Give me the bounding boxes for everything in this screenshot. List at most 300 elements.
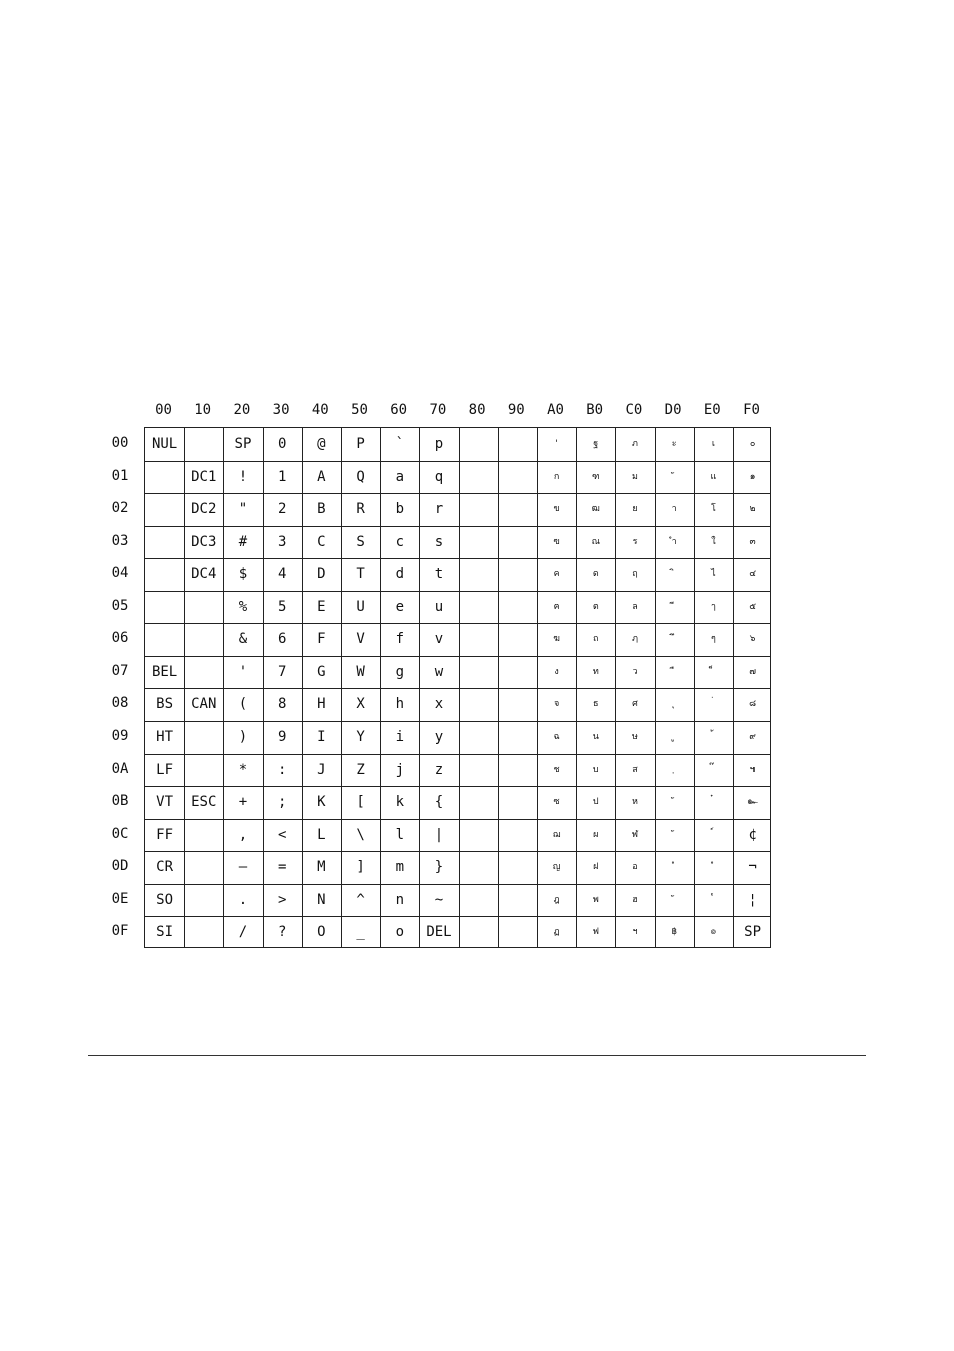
table-cell <box>498 819 537 851</box>
table-cell: ¦ <box>748 891 757 908</box>
table-cell: เ <box>711 439 715 449</box>
table-cell <box>184 851 223 883</box>
table-cell: a <box>395 468 404 485</box>
table-cell: i <box>395 729 404 746</box>
table-cell <box>459 526 498 558</box>
table-cell <box>655 591 694 623</box>
table-cell: \ <box>356 826 365 843</box>
column-header: D0 <box>664 402 682 418</box>
table-cell: p <box>434 436 444 452</box>
grid-row-line <box>145 623 770 624</box>
table-cell <box>694 721 733 753</box>
table-cell: K <box>317 794 326 811</box>
grid-row-line <box>145 916 770 917</box>
table-cell: : <box>277 761 287 778</box>
table-cell: ช <box>553 764 560 775</box>
column-header: 10 <box>194 402 212 418</box>
table-cell: FF <box>156 826 174 843</box>
table-cell: r <box>434 501 444 518</box>
table-cell: BEL <box>151 663 178 680</box>
table-cell: ๙ <box>749 732 756 743</box>
table-cell: ¢ <box>748 826 757 843</box>
table-cell: ท <box>592 666 599 677</box>
table-cell: ม <box>632 471 638 482</box>
table-cell: ฤ <box>632 569 638 580</box>
table-cell: — <box>238 859 248 876</box>
column-header: F0 <box>743 402 760 418</box>
table-cell: ซ <box>553 797 560 808</box>
table-cell <box>459 558 498 590</box>
table-cell: ' <box>238 663 248 680</box>
table-cell: SP <box>744 924 762 941</box>
table-cell: ] <box>356 859 365 876</box>
row-header: 01 <box>111 467 129 484</box>
table-cell: M <box>317 859 326 876</box>
table-cell: ฆ <box>553 634 560 645</box>
table-cell: $ <box>238 566 248 583</box>
grid-row-line <box>145 754 770 755</box>
grid-row-line <box>145 591 770 592</box>
table-cell: E <box>317 598 326 615</box>
table-cell: SO <box>156 891 174 908</box>
table-cell: ฐ <box>593 439 599 449</box>
table-cell: พ <box>592 894 599 905</box>
table-cell: D <box>317 566 326 583</box>
table-cell: J <box>317 761 326 778</box>
table-cell: k <box>395 794 404 811</box>
table-cell: จ <box>553 699 560 710</box>
column-header: 60 <box>390 402 408 418</box>
table-cell <box>184 819 223 851</box>
table-cell: m <box>395 859 404 876</box>
table-cell <box>655 558 694 590</box>
table-cell: B <box>317 501 326 518</box>
table-cell: ย <box>632 504 638 515</box>
row-header: 04 <box>111 565 129 582</box>
table-cell: ผ <box>593 829 599 840</box>
table-cell: ถ <box>593 634 599 645</box>
table-cell: o <box>395 924 404 941</box>
table-cell: } <box>434 859 444 876</box>
table-cell: ฮ <box>632 894 638 905</box>
table-cell: ป <box>592 797 599 808</box>
table-cell <box>498 428 537 460</box>
table-cell: / <box>238 924 248 941</box>
row-header: 09 <box>111 728 129 745</box>
row-header: 02 <box>111 500 129 517</box>
table-cell <box>655 819 694 851</box>
column-header: 80 <box>468 402 486 418</box>
table-cell: ! <box>238 468 248 485</box>
table-cell: @ <box>317 436 326 452</box>
footer-rule <box>88 1055 866 1056</box>
table-cell: H <box>317 696 326 713</box>
table-cell <box>498 884 537 916</box>
column-header: 20 <box>233 402 251 418</box>
grid-row-line <box>145 461 770 462</box>
character-code-table <box>144 427 771 948</box>
table-cell <box>498 591 537 623</box>
table-cell: Z <box>356 761 365 778</box>
table-cell <box>459 591 498 623</box>
table-cell: 1 <box>277 468 287 485</box>
table-cell: ฝ <box>593 862 599 873</box>
row-header: 07 <box>111 662 129 679</box>
table-cell <box>145 591 184 623</box>
table-cell: t <box>434 566 444 583</box>
table-cell <box>655 461 694 493</box>
table-cell: A <box>317 468 326 485</box>
table-cell <box>184 428 223 460</box>
table-cell: ๗ <box>749 666 756 677</box>
table-cell: CAN <box>191 696 217 713</box>
column-header: 30 <box>272 402 290 418</box>
table-cell: ฑ <box>592 471 600 482</box>
table-cell: VT <box>156 794 174 811</box>
table-cell: Q <box>356 468 365 485</box>
table-cell: ๒ <box>749 504 756 515</box>
table-cell: 7 <box>277 663 287 680</box>
row-header: 08 <box>111 695 129 712</box>
table-cell: ง <box>554 666 559 677</box>
table-cell: S <box>356 533 365 550</box>
column-header: 90 <box>507 402 525 418</box>
grid-row-line <box>145 493 770 494</box>
table-cell: ๘ <box>749 699 757 710</box>
table-cell <box>184 754 223 786</box>
table-cell: 5 <box>277 598 287 615</box>
table-cell: X <box>356 696 365 713</box>
table-cell <box>694 819 733 851</box>
row-header: 0D <box>111 858 129 875</box>
grid-row-line <box>145 819 770 820</box>
table-cell: ฿ <box>671 927 677 938</box>
table-cell <box>655 754 694 786</box>
table-cell: ใ <box>711 536 716 547</box>
table-cell: SP <box>234 436 252 452</box>
table-cell: % <box>238 598 248 615</box>
table-cell: NUL <box>151 436 178 452</box>
table-cell: g <box>395 663 404 680</box>
table-cell <box>459 493 498 525</box>
table-cell: ' <box>553 439 560 449</box>
table-cell <box>498 493 537 525</box>
table-cell: c <box>395 533 404 550</box>
table-cell: > <box>277 891 287 908</box>
table-cell: & <box>238 631 248 648</box>
table-cell <box>145 623 184 655</box>
table-cell: ำ <box>671 536 677 547</box>
row-header: 05 <box>111 597 129 614</box>
table-cell: I <box>317 729 326 746</box>
table-cell: 2 <box>277 501 287 518</box>
table-cell <box>498 786 537 818</box>
table-cell: ๅ <box>711 601 716 612</box>
table-cell <box>498 916 537 948</box>
table-cell: n <box>395 891 404 908</box>
table-cell <box>694 754 733 786</box>
table-cell: F <box>317 631 326 648</box>
table-cell: BS <box>156 696 174 713</box>
row-header: 0B <box>111 793 129 810</box>
table-cell <box>498 623 537 655</box>
table-cell: บ <box>592 764 599 775</box>
table-cell: Y <box>356 729 365 746</box>
table-cell: O <box>317 924 326 941</box>
table-cell: ธ <box>593 699 599 710</box>
table-cell: ะ <box>671 439 677 449</box>
table-cell: W <box>356 663 365 680</box>
table-cell: ล <box>632 601 638 612</box>
table-cell: SI <box>156 924 174 941</box>
table-cell: T <box>356 566 365 583</box>
table-cell: s <box>434 533 444 550</box>
table-cell: # <box>238 533 248 550</box>
table-cell: ฌ <box>552 829 561 840</box>
table-cell: ฅ <box>553 601 560 612</box>
table-cell: ๆ <box>710 634 716 645</box>
table-cell: ค <box>553 569 560 580</box>
table-cell <box>498 656 537 688</box>
table-cell <box>694 688 733 720</box>
table-cell: ๐ <box>749 439 756 449</box>
table-cell: l <box>395 826 404 843</box>
table-cell <box>184 916 223 948</box>
table-cell: ๕ <box>749 601 756 612</box>
table-cell <box>459 656 498 688</box>
table-cell: ` <box>395 436 404 452</box>
table-cell: ฉ <box>553 732 560 743</box>
table-cell: CR <box>156 859 174 876</box>
table-cell <box>498 721 537 753</box>
table-cell: DC4 <box>191 566 217 583</box>
table-cell: ญ <box>552 862 561 873</box>
table-cell: DC2 <box>191 501 217 518</box>
table-cell: ภ <box>632 439 638 449</box>
table-cell: e <box>395 598 404 615</box>
grid-row-line <box>145 851 770 852</box>
table-cell <box>184 591 223 623</box>
table-cell: 6 <box>277 631 287 648</box>
table-cell: ฬ <box>631 829 639 840</box>
table-cell: โ <box>710 504 716 515</box>
table-cell <box>184 656 223 688</box>
grid-row-line <box>145 526 770 527</box>
row-header: 0E <box>111 890 129 907</box>
table-cell <box>655 721 694 753</box>
table-cell: 4 <box>277 566 287 583</box>
table-cell: , <box>238 826 248 843</box>
table-cell <box>694 884 733 916</box>
table-cell: ศ <box>632 699 638 710</box>
table-cell <box>459 819 498 851</box>
table-cell: ด <box>592 569 599 580</box>
table-cell: v <box>434 631 444 648</box>
table-cell <box>498 851 537 883</box>
table-cell: ไ <box>711 569 716 580</box>
table-cell: = <box>277 859 287 876</box>
table-cell: ส <box>632 764 638 775</box>
table-cell: . <box>238 891 248 908</box>
table-cell: ๑ <box>749 471 756 482</box>
table-cell <box>459 428 498 460</box>
table-cell <box>655 656 694 688</box>
grid-row-line <box>145 786 770 787</box>
table-cell: ฎ <box>553 894 560 905</box>
table-cell: N <box>317 891 326 908</box>
table-cell <box>184 884 223 916</box>
table-cell: ฯ <box>632 927 638 938</box>
table-cell: HT <box>156 729 174 746</box>
table-cell: u <box>434 598 444 615</box>
grid-row-line <box>145 558 770 559</box>
table-cell: ๔ <box>749 569 756 580</box>
column-header: E0 <box>703 402 721 418</box>
table-cell: DC3 <box>191 533 217 550</box>
table-cell: j <box>395 761 404 778</box>
table-cell <box>145 461 184 493</box>
table-cell <box>459 461 498 493</box>
table-cell <box>459 786 498 818</box>
table-cell: อ <box>632 862 638 873</box>
table-cell <box>498 754 537 786</box>
table-cell: ~ <box>434 891 444 908</box>
row-header: 00 <box>111 435 129 451</box>
table-cell: ESC <box>191 794 217 811</box>
table-cell: R <box>356 501 365 518</box>
table-cell: h <box>395 696 404 713</box>
row-header: 0A <box>111 760 129 777</box>
table-cell <box>694 851 733 883</box>
table-cell: ฃ <box>553 536 560 547</box>
table-cell <box>655 688 694 720</box>
table-cell <box>459 623 498 655</box>
table-cell: ฏ <box>553 927 560 938</box>
table-cell: 3 <box>277 533 287 550</box>
table-cell: 8 <box>277 696 287 713</box>
table-cell: z <box>434 761 444 778</box>
table-cell: ว <box>632 666 638 677</box>
table-cell: 0 <box>277 436 287 452</box>
table-cell <box>459 721 498 753</box>
table-cell: q <box>434 468 444 485</box>
table-cell: แ <box>710 471 717 482</box>
table-cell <box>459 884 498 916</box>
table-cell: < <box>277 826 287 843</box>
table-cell: ร <box>632 536 638 547</box>
grid-row-line <box>145 688 770 689</box>
table-cell: ณ <box>591 536 600 547</box>
table-cell: [ <box>356 794 365 811</box>
column-header: 70 <box>429 402 447 418</box>
table-cell: _ <box>356 924 365 941</box>
table-cell: G <box>317 663 326 680</box>
table-cell: 9 <box>277 729 287 746</box>
table-cell <box>655 786 694 818</box>
column-header: 00 <box>155 402 172 418</box>
table-cell: ๖ <box>749 634 756 645</box>
table-cell: w <box>434 663 444 680</box>
row-header: 06 <box>111 630 129 647</box>
table-cell: { <box>434 794 444 811</box>
table-cell: ( <box>238 696 248 713</box>
table-cell: ๚ <box>749 764 756 775</box>
table-cell <box>459 851 498 883</box>
table-cell <box>459 754 498 786</box>
table-cell <box>655 623 694 655</box>
table-cell: ก <box>553 471 560 482</box>
table-cell: ^ <box>356 891 365 908</box>
table-cell: y <box>434 729 444 746</box>
table-cell <box>694 786 733 818</box>
table-cell: P <box>356 436 365 452</box>
table-cell <box>184 623 223 655</box>
table-cell <box>184 721 223 753</box>
column-header: C0 <box>625 402 643 418</box>
table-cell: ห <box>632 797 638 808</box>
grid-row-line <box>145 884 770 885</box>
table-cell: ฟ <box>592 927 599 938</box>
column-header: A0 <box>547 402 564 418</box>
table-cell <box>498 461 537 493</box>
table-cell <box>145 493 184 525</box>
table-cell: ๏ <box>710 927 717 938</box>
column-header: 50 <box>351 402 368 418</box>
row-header: 0C <box>111 825 129 842</box>
table-cell <box>498 688 537 720</box>
table-cell: b <box>395 501 404 518</box>
table-cell: า <box>671 504 677 515</box>
column-header: 40 <box>311 402 329 418</box>
table-cell: ๓ <box>749 536 756 547</box>
table-cell: L <box>317 826 326 843</box>
table-cell <box>655 851 694 883</box>
table-cell <box>655 884 694 916</box>
table-cell: ; <box>277 794 287 811</box>
table-cell: " <box>238 501 248 518</box>
table-cell: ¬ <box>748 859 757 876</box>
table-cell <box>498 526 537 558</box>
table-cell: C <box>317 533 326 550</box>
table-cell: ๛ <box>747 797 758 808</box>
table-cell <box>145 526 184 558</box>
table-cell <box>694 656 733 688</box>
table-cell: ข <box>553 504 560 515</box>
table-cell: ) <box>238 729 248 746</box>
table-cell: | <box>434 826 444 843</box>
row-header: 0F <box>111 923 129 940</box>
table-cell <box>145 558 184 590</box>
column-header: B0 <box>586 402 604 418</box>
table-cell: ษ <box>632 732 638 743</box>
table-cell: f <box>395 631 404 648</box>
table-cell <box>498 558 537 590</box>
grid-row-line <box>145 721 770 722</box>
table-cell: DC1 <box>191 468 217 485</box>
table-cell: ? <box>277 924 287 941</box>
table-cell <box>459 688 498 720</box>
table-cell: V <box>356 631 365 648</box>
table-cell: + <box>238 794 248 811</box>
grid-row-line <box>145 656 770 657</box>
table-cell: x <box>434 696 444 713</box>
table-cell: LF <box>156 761 174 778</box>
table-cell: U <box>356 598 365 615</box>
table-cell: ฦ <box>632 634 638 645</box>
table-cell: ต <box>592 601 599 612</box>
table-cell: d <box>395 566 404 583</box>
row-header: 03 <box>111 532 129 549</box>
